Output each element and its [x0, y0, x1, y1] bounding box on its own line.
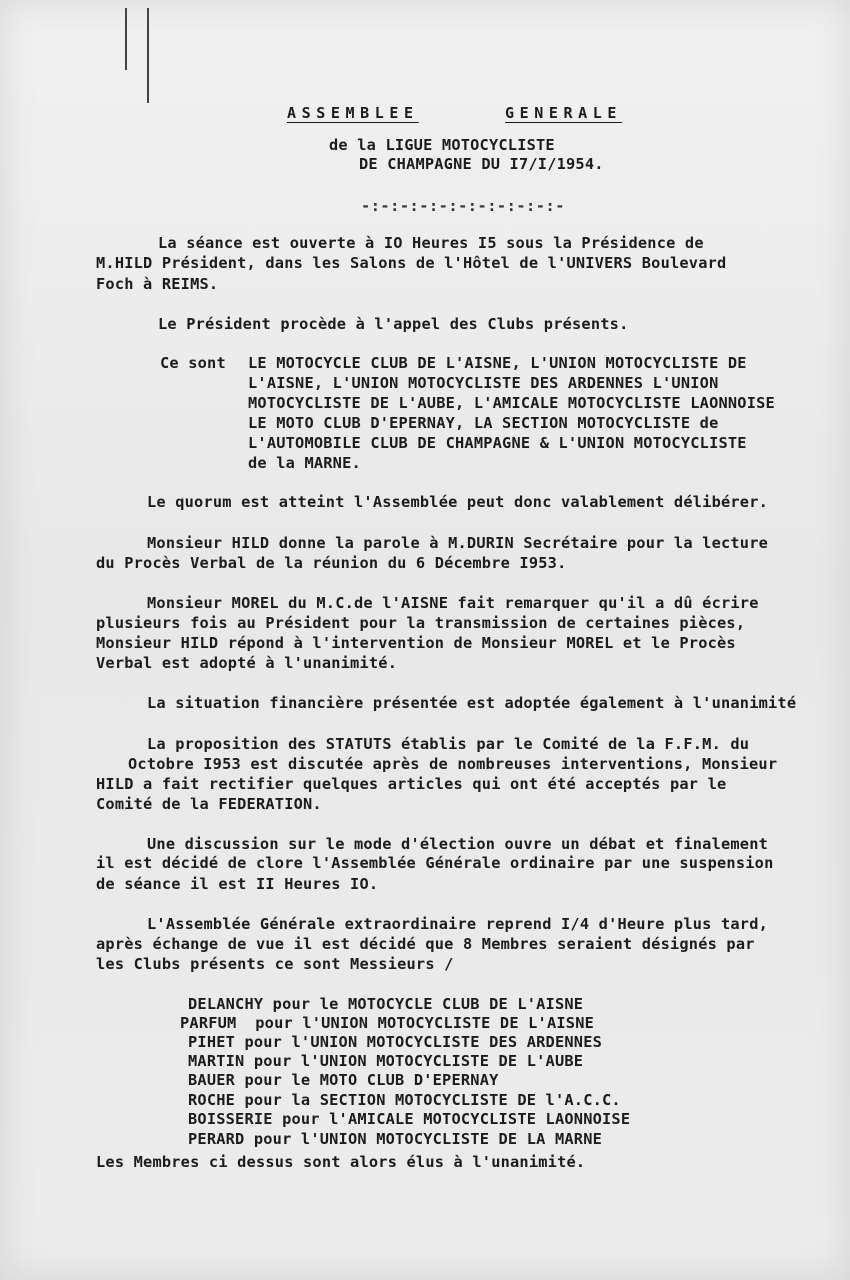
- statutes-line-1: La proposition des STATUTS établis par le Comité de la F.F.M. du: [147, 735, 750, 753]
- morel-line-1: Monsieur MOREL du M.C.de l'AISNE fait remarquer qu'il a dû écrire: [147, 594, 759, 612]
- opening-line-1: La séance est ouverte à IO Heures I5 sous la Présidence de: [158, 234, 704, 252]
- quorum-line: Le quorum est atteint l'Assemblée peut donc valablement délibérer.: [147, 493, 769, 511]
- clubs-line-4: LE MOTO CLUB D'EPERNAY, LA SECTION MOTOCYCLISTE de: [248, 414, 719, 432]
- member-line: ROCHE pour la SECTION MOTOCYCLISTE DE l'A.C.C.: [188, 1091, 621, 1109]
- closing-line: Les Membres ci dessus sont alors élus à l'unanimité.: [96, 1153, 586, 1171]
- subtitle-line-2: DE CHAMPAGNE DU I7/I/1954.: [359, 155, 604, 173]
- roll-call-line: Le Président procède à l'appel des Clubs présents.: [158, 315, 629, 333]
- clubs-line-5: L'AUTOMOBILE CLUB DE CHAMPAGNE & L'UNION MOTOCYCLISTE: [248, 434, 747, 452]
- morel-line-3: Monsieur HILD répond à l'intervention de Monsieur MOREL et le Procès: [96, 634, 736, 652]
- clubs-line-1: LE MOTOCYCLE CLUB DE L'AISNE, L'UNION MOTOCYCLISTE DE: [248, 354, 747, 372]
- opening-line-3: Foch à REIMS.: [96, 275, 219, 293]
- member-line: BOISSERIE pour l'AMICALE MOTOCYCLISTE LAONNOISE: [188, 1110, 631, 1128]
- election-line-2: il est décidé de clore l'Assemblée Générale ordinaire par une suspension: [96, 854, 774, 872]
- clubs-line-2: L'AISNE, L'UNION MOTOCYCLISTE DES ARDENNES L'UNION: [248, 374, 719, 392]
- extraordinary-line-3: les Clubs présents ce sont Messieurs /: [96, 955, 454, 973]
- statutes-line-4: Comité de la FEDERATION.: [96, 795, 322, 813]
- opening-line-2: M.HILD Président, dans les Salons de l'Hôtel de l'UNIVERS Boulevard: [96, 254, 727, 272]
- subtitle-line-1: de la LIGUE MOTOCYCLISTE: [329, 136, 555, 154]
- election-line-3: de séance il est II Heures IO.: [96, 875, 379, 893]
- clubs-lead: Ce sont: [160, 354, 226, 372]
- pencil-mark: [122, 8, 152, 103]
- member-line: PERARD pour l'UNION MOTOCYCLISTE DE LA MARNE: [188, 1130, 603, 1148]
- finance-line: La situation financière présentée est adoptée également à l'unanimité: [147, 694, 797, 712]
- extraordinary-line-1: L'Assemblée Générale extraordinaire reprend I/4 d'Heure plus tard,: [147, 915, 769, 933]
- member-line: PIHET pour l'UNION MOTOCYCLISTE DES ARDENNES: [188, 1033, 603, 1051]
- title-assemblee: ASSEMBLEE: [287, 104, 419, 122]
- title-generale: GENERALE: [505, 104, 623, 122]
- statutes-line-2: Octobre I953 est discutée après de nombreuses interventions, Monsieur: [128, 755, 778, 773]
- extraordinary-line-2: après échange de vue il est décidé que 8 Membres seraient désignés par: [96, 935, 755, 953]
- member-line: DELANCHY pour le MOTOCYCLE CLUB DE L'AISNE: [188, 995, 584, 1013]
- member-line: MARTIN pour l'UNION MOTOCYCLISTE DE L'AUBE: [188, 1052, 584, 1070]
- clubs-line-6: de la MARNE.: [248, 454, 361, 472]
- election-line-1: Une discussion sur le mode d'élection ouvre un débat et finalement: [147, 835, 769, 853]
- minutes-line-1: Monsieur HILD donne la parole à M.DURIN Secrétaire pour la lecture: [147, 534, 769, 552]
- morel-line-4: Verbal est adopté à l'unanimité.: [96, 654, 398, 672]
- member-line: PARFUM pour l'UNION MOTOCYCLISTE DE L'AISNE: [180, 1014, 595, 1032]
- morel-line-2: plusieurs fois au Président pour la transmission de certaines pièces,: [96, 614, 746, 632]
- member-line: BAUER pour le MOTO CLUB D'EPERNAY: [188, 1071, 499, 1089]
- minutes-line-2: du Procès Verbal de la réunion du 6 Décembre I953.: [96, 554, 567, 572]
- clubs-line-3: MOTOCYCLISTE DE L'AUBE, L'AMICALE MOTOCYCLISTE LAONNOISE: [248, 394, 775, 412]
- separator-line: -:-:-:-:-:-:-:-:-:-:-: [361, 197, 565, 215]
- statutes-line-3: HILD a fait rectifier quelques articles qui ont été acceptés par le: [96, 775, 727, 793]
